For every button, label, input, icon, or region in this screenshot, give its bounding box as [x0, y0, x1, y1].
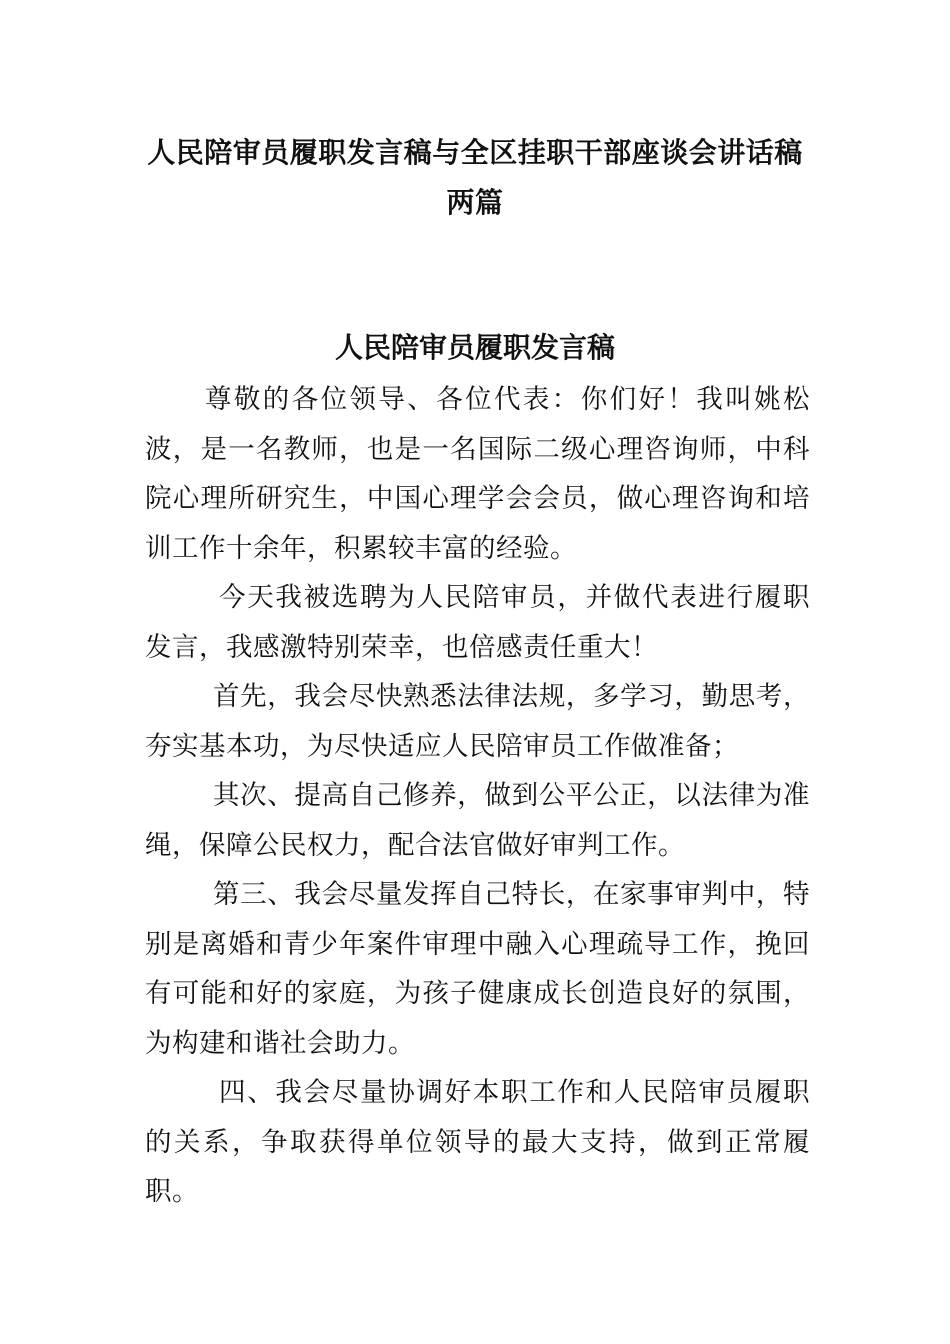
document-title — [140, 128, 810, 228]
paragraph-appointment: 今天我被选聘为人民陪审员，并做代表进行履职发言，我感激特别荣幸，也倍感责任重大！ — [145, 582, 810, 663]
paragraph-second: 其次、提高自己修养，做到公平公正，以法律为准绳，保障公民权力，配合法官做好审判工作。 — [145, 780, 810, 861]
document-title-line-1: 人民陪审员履职发言稿与全区挂职干部座谈会讲话稿 — [147, 136, 803, 169]
paragraph-greeting: 尊敬的各位领导、各位代表：你们好！我叫姚松波，是一名教师，也是一名国际二级心理咨询师，中科院心理所研究生，中国心理学会会员，做心理咨询和培训工作十余年，积累较丰富的经验。 — [145, 384, 810, 564]
paragraph-fourth: 四、我会尽量协调好本职工作和人民陪审员履职的关系，争取获得单位领导的最大支持，做到正常履职。 — [145, 1077, 810, 1207]
paragraph-first: 首先，我会尽快熟悉法律法规，多学习，勤思考，夯实基本功，为尽快适应人民陪审员工作做准备； — [145, 681, 810, 762]
paragraph-third: 第三、我会尽量发挥自己特长，在家事审判中，特别是离婚和青少年案件审理中融入心理疏导工作，挽回有可能和好的家庭，为孩子健康成长创造良好的氛围，为构建和谐社会助力。 — [145, 879, 810, 1059]
document-title-line-2: 两篇 — [446, 186, 504, 219]
section-title: 人民陪审员履职发言稿 — [334, 331, 615, 364]
document-body — [145, 375, 810, 1217]
